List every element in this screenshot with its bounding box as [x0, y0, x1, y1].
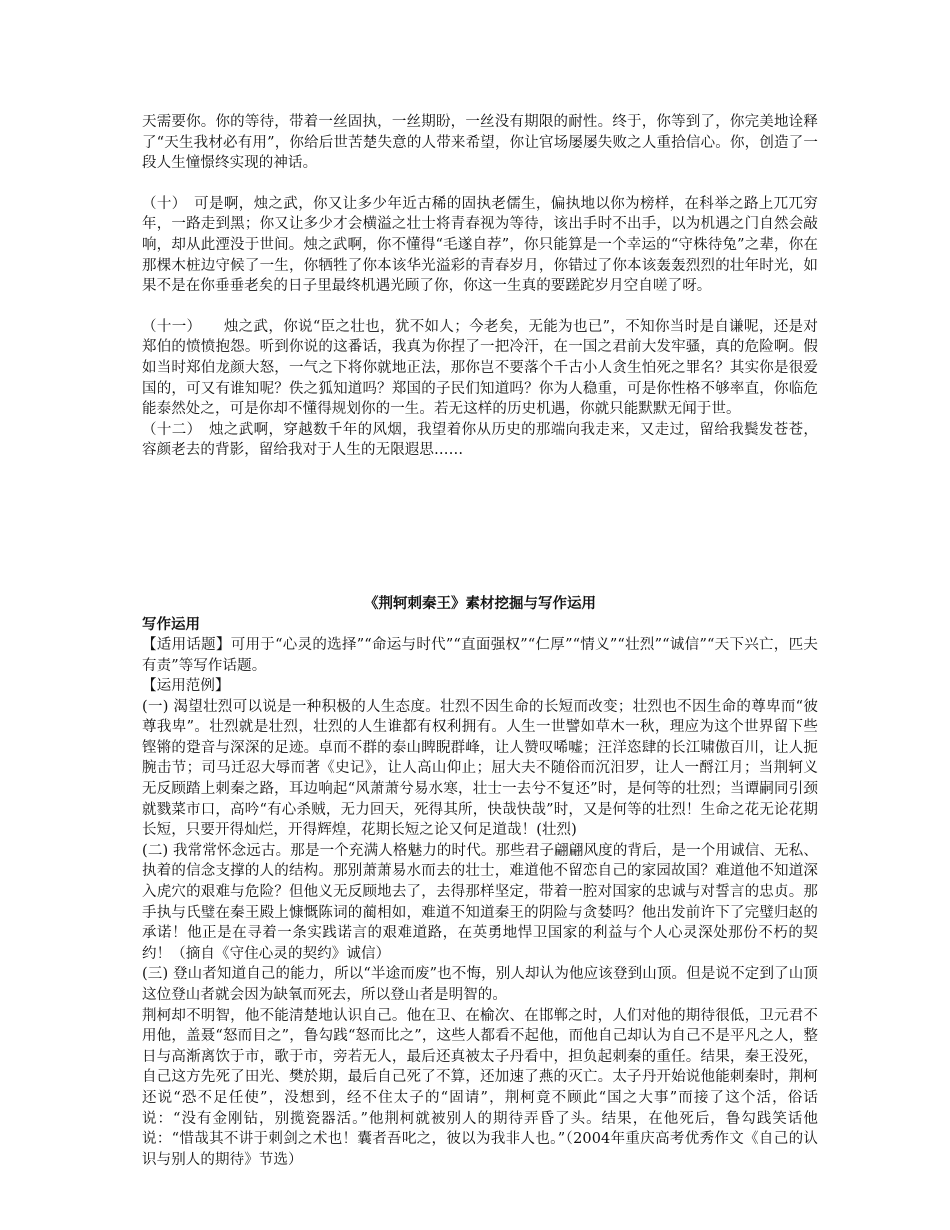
article-title: 《荆轲刺秦王》素材挖掘与写作运用 — [364, 594, 596, 612]
spacer — [142, 297, 818, 317]
applicable-topics: 【适用话题】可用于“心灵的选择”“命运与时代”“直面强权”“仁厚”“情义”“壮烈”“诚信”“天下兴亡，匹夫有责”等写作话题。 — [142, 636, 818, 674]
example-3-part-1: (三) 登山者知道自己的能力，所以“半途而废”也不悔，别人却认为他应该登到山顶。但是说不定到了山顶这位登山者就会因为缺氧而死去，所以登山者是明智的。 — [142, 966, 818, 1003]
spacer — [142, 174, 818, 194]
example-1: (一) 渴望壮烈可以说是一种积极的人生态度。壮烈不因生命的长短而改变；壮烈也不因生命的尊卑而“彼尊我卑”。壮烈就是壮烈，壮烈的人生谁都有权利拥有。人生一世譬如草木一秋，理应为这个世界留下些铿锵的跫音与深深的足迹。卓而不群的泰山睥睨群峰，让人赞叹唏嘘；汪洋恣肆的长江啸傲百川，让人扼腕击节；司马迁忍大辱而著《史记》，让人高山仰止；屈大夫不随俗而沉汨罗，让人一酹江月；当荆轲义无反顾踏上刺秦之路，耳边响起“风萧萧兮易水寒，壮士一去兮不复还”时，是何等的壮烈；当谭嗣同引颈就戮菜市口，高吟“有心杀贼，无力回天，死得其所，快哉快哉”时，又是何等的壮烈！生命之花无论花期长短，只要开得灿烂，开得辉煌，花期长短之论又何足道哉！(壮烈) — [142, 698, 818, 839]
document-page — [142, 112, 818, 1170]
example-2: (二) 我常常怀念远古。那是一个充满人格魅力的时代。那些君子翩翩风度的背后，是一个用诚信、无私、执着的信念支撑的人的结构。那别萧萧易水而去的壮士，难道他不留恋自己的家园故国？难道他不知道深入虎穴的艰难与危险？但他义无反顾地去了，去得那样坚定，带着一腔对国家的忠诚与对誓言的忠贞。那手执与氏璧在秦王殿上慷慨陈词的蔺相如，难道不知道秦王的阴险与贪婪吗？他出发前许下了完璧归赵的承诺！他正是在寻着一条实践诺言的艰难道路，在英勇地悍卫国家的利益与个人心灵深处那份不朽的契约！（摘自《守住心灵的契约》诚信） — [142, 842, 818, 962]
section-heading: 写作运用 — [142, 615, 200, 633]
example-3-part-2: 荆柯却不明智，他不能清楚地认识自己。他在卫、在榆次、在邯郸之时，人们对他的期待很低，卫元君不用他，盖聂“怒而目之”，鲁勾践“怒而比之”，这些人都看不起他，而他自己却认为自己不是平凡之人，整日与高渐离饮于市，歌于市，旁若无人，最后还真被太子丹看中，担负起刺秦的重任。结果，秦王没死，自己这方先死了田光、樊於期，最后自己死了不算，还加速了燕的灭亡。太子丹开始说他能刺秦时，荆柯还说“恐不足任使”，没想到，经不住太子的“固请”，荆柯竟不顾此“国之大事”而接了这个活，俗话说：“没有金刚钻，别揽瓷器活。”他荆柯就被别人的期待弄昏了头。结果，在他死后，鲁勾践笑话他说：“惜哉其不讲于刺剑之术也！囊者吾叱之，彼以为我非人也。”（2004年重庆高考优秀作文《自己的认识与别人的期待》节选） — [142, 1007, 818, 1168]
paragraph-continuation: 天需要你。你的等待，带着一丝固执，一丝期盼，一丝没有期限的耐性。终于，你等到了，你完美地诠释了“天生我材必有用”，你给后世苦楚失意的人带来希望，你让官场屡屡失败之人重拾信心。你，创造了一段人生憧憬终实现的神话。 — [142, 114, 818, 172]
spacer — [142, 461, 818, 593]
paragraph-12: （十二） 烛之武啊，穿越数千年的风烟，我望着你从历史的那端向我走来，又走过，留给我鬓发苍苍，容颜老去的背影，留给我对于人生的无限遐思…… — [142, 421, 818, 459]
paragraph-10: （十） 可是啊，烛之武，你又让多少年近古稀的固执老儒生，偏执地以你为榜样，在科举之路上兀兀穷年，一路走到黑；你又让多少才会横溢之壮士将青春视为等待，该出手时不出手，以为机遇之门自然会敲响，却从此湮没于世间。烛之武啊，你不懂得“毛遂自荐”，你只能算是一个幸运的“守株待兔”之辈，你在那棵木桩边守候了一生，你牺牲了你本该华光溢彩的青春岁月，你错过了你本该轰轰烈烈的壮年时光，如果不是在你垂垂老矣的日子里最终机遇光顾了你，你这一生真的要蹉跎岁月空自嗟了呀。 — [142, 195, 818, 295]
examples-heading: 【运用范例】 — [142, 678, 230, 695]
paragraph-11: （十一） 烛之武，你说“臣之壮也，犹不如人；今老矣，无能为也已”，不知你当时是自谦呢，还是对郑伯的愤愤抱怨。听到你说的这番话，我真为你捏了一把冷汗，在一国之君前大发牢骚，真的危险啊。假如当时郑伯龙颜大怒，一气之下将你就地正法，那你岂不要落个千古小人贪生怕死之罪名？其实你是很爱国的，可又有谁知呢？佚之狐知道吗？郑国的子民们知道吗？你为人稳重，可是你性格不够率直，你临危能泰然处之，可是你却不懂得规划你的一生。若无这样的历史机遇，你就只能默默无闻于世。 — [142, 318, 818, 418]
